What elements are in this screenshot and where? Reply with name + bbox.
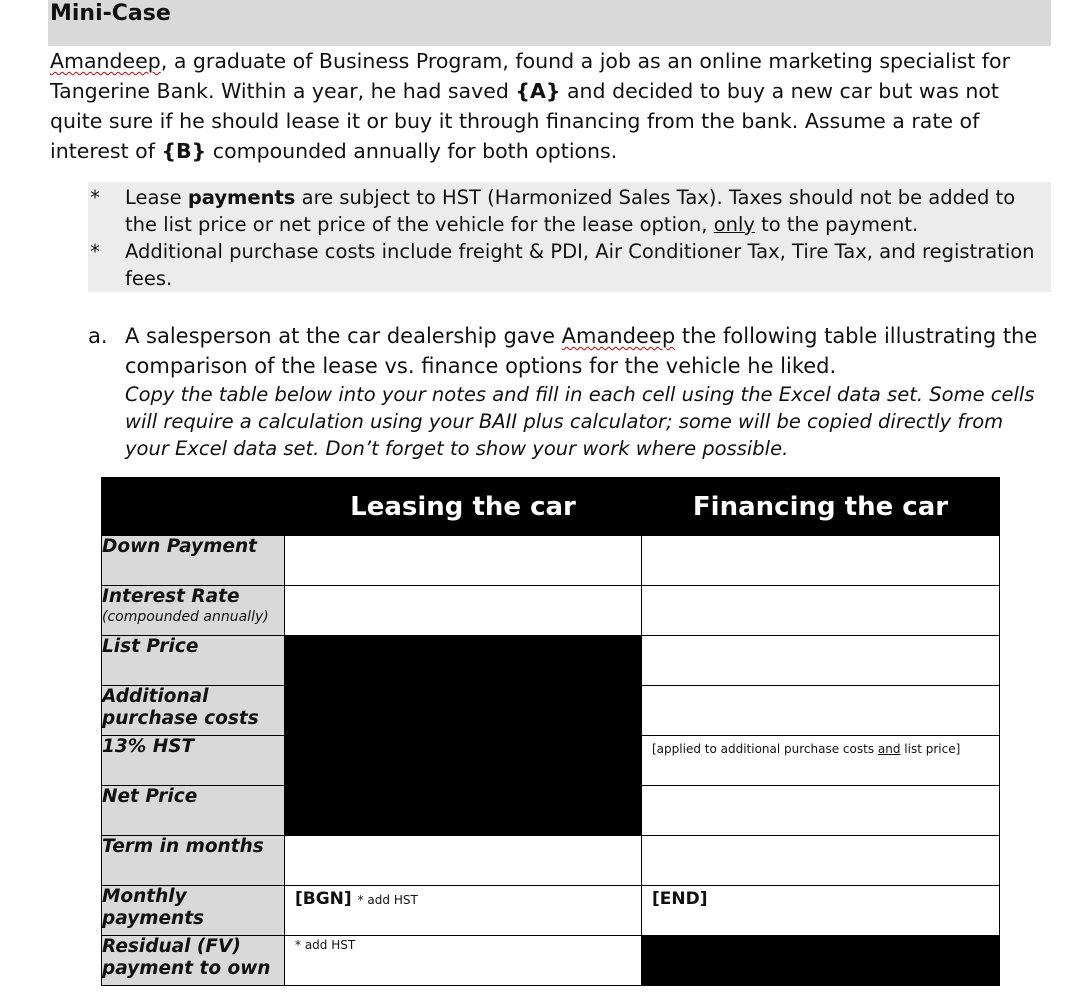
cell-finance-term[interactable] <box>642 836 1000 886</box>
row-label-list-price: List Price <box>102 636 285 686</box>
cell-lease-down-payment[interactable] <box>285 536 642 586</box>
lease-vs-finance-table <box>101 477 1000 986</box>
table-header-row <box>102 478 1000 536</box>
cell-finance-net-price[interactable] <box>642 786 1000 836</box>
notes-box: * Lease payments are subject to HST (Harmonized Sales Tax). Taxes should not be added to the list price or net price of the vehicle for the lease option, only to the payment. * Additional purchase costs include freight & PDI, Air Conditioner Tax, Tire Tax, and registration fees. <box>88 182 1051 292</box>
cell-lease-monthly[interactable] <box>285 886 642 936</box>
table-row <box>102 636 1000 686</box>
row-label-monthly-payments: Monthly payments <box>102 886 285 936</box>
instructions: Copy the table below into your notes and fill in each cell using the Excel data set. Some cells will require a calculation using your BAII plus calculator; some will be copied directly from your Excel data set. Don’t forget to show your work where possible. <box>125 383 1035 460</box>
variable-b: {B} <box>161 139 207 163</box>
row-label-net-price: Net Price <box>102 786 285 836</box>
table-row <box>102 836 1000 886</box>
cell-lease-residual[interactable] <box>285 936 642 986</box>
row-label-additional-costs: Additional purchase costs <box>102 686 285 736</box>
intro-paragraph: Amandeep, a graduate of Business Program, found a job as an online marketing specialist for Tangerine Bank. Within a year, he had saved {A} and decided to buy a new car but was not quite sure if he should lease it or buy it through financing from the bank. Assume a rate of interest of {B} compounded annually for both options. <box>50 49 1010 163</box>
add-hst-note: * add HST <box>357 893 418 907</box>
end-tag: [END] <box>652 889 708 909</box>
mini-case-header <box>48 0 1051 46</box>
cell-lease-term[interactable] <box>285 836 642 886</box>
row-label-residual: Residual (FV) payment to own <box>102 936 285 986</box>
cell-finance-monthly[interactable] <box>642 886 1000 936</box>
hst-note: [applied to additional purchase costs and list price] <box>652 742 961 756</box>
row-label-interest-rate: Interest Rate (compounded annually) <box>102 586 285 636</box>
table-row <box>102 586 1000 636</box>
cell-lease-blacked-out <box>285 636 642 836</box>
bullet-star-icon: * <box>90 186 100 209</box>
cell-finance-blacked-out <box>642 936 1000 986</box>
bullet-star-icon: * <box>90 240 100 263</box>
add-hst-note: * add HST <box>295 938 356 952</box>
bgn-tag: [BGN] <box>295 889 352 909</box>
header-empty <box>102 478 285 536</box>
table-row <box>102 886 1000 936</box>
header-financing: Financing the car <box>642 478 1000 536</box>
page-title: Mini-Case <box>50 1 171 26</box>
cell-finance-down-payment[interactable] <box>642 536 1000 586</box>
name-amandeep: Amandeep <box>50 49 161 73</box>
row-label-down-payment: Down Payment <box>102 536 285 586</box>
question-letter: a. <box>88 324 108 348</box>
cell-finance-hst[interactable] <box>642 736 1000 786</box>
row-label-hst: 13% HST <box>102 736 285 786</box>
table-row <box>102 936 1000 986</box>
cell-lease-interest-rate[interactable] <box>285 586 642 636</box>
cell-finance-list-price[interactable] <box>642 636 1000 686</box>
cell-finance-additional-costs[interactable] <box>642 686 1000 736</box>
row-label-term: Term in months <box>102 836 285 886</box>
table-row <box>102 536 1000 586</box>
variable-a: {A} <box>515 79 561 103</box>
cell-finance-interest-rate[interactable] <box>642 586 1000 636</box>
question-text: A salesperson at the car dealership gave Amandeep the following table illustrating the comparison of the lease vs. finance options for the vehicle he liked. <box>125 324 1038 378</box>
header-leasing: Leasing the car <box>285 478 642 536</box>
